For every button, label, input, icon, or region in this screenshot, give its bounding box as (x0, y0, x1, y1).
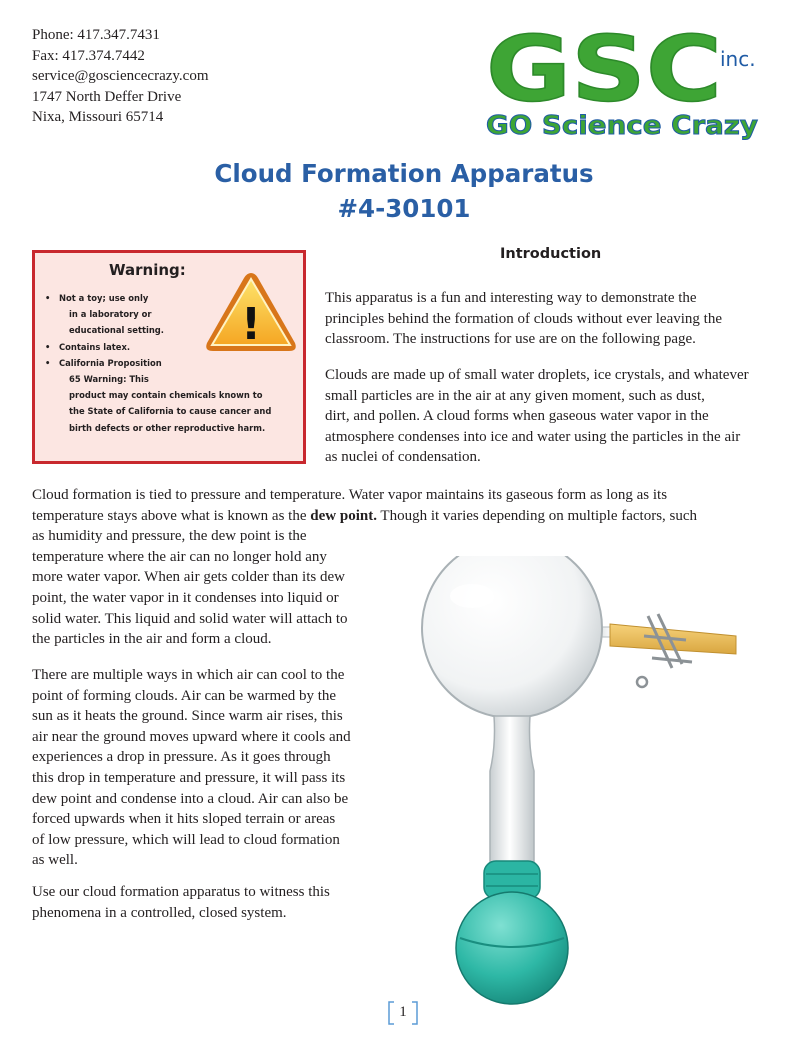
product-number: #4-30101 (337, 194, 471, 223)
dew-point-term: dew point. (310, 507, 377, 524)
body-paragraph-dew-point: Cloud formation is tied to pressure and temperature. Water vapor maintains its gaseous form as long as its temperature stays above what is known as the dew point. Though it varies depending on multiple factors, such as humidity and pressure, the dew point is the temperature where the air can no longer hold any more water vapor. When air gets colder than its dew point, the water vapor in it condenses into liquid or solid water. This liquid and solid water will attach to the particles in the air and form a cloud. (32, 487, 698, 648)
body-paragraph-cooling: There are multiple ways in which air can cool to the point of forming clouds. Air can be warmed by the sun as it heats the ground. Since warm air rises, this air near the ground moves upward where it cools and experiences a drop in pressure. As it goes through this drop in temperature and pressure, it will pass its dew point and condense into a cloud. Air can also be forced upwards when it hits sloped terrain or areas of low pressure, which will lead to cloud formation as well. (32, 667, 351, 869)
warning-triangle-icon (203, 269, 299, 357)
email-text: service@gosciencecrazy.com (32, 68, 209, 84)
logo-suffix: inc. (720, 47, 756, 71)
logo-letters: GSC (486, 17, 722, 122)
warning-item: • Not a toy; use only in a laboratory or educational setting. (45, 290, 275, 339)
warning-item: • Contains latex. (45, 339, 275, 355)
page-number: 1 (399, 1004, 407, 1020)
logo-tagline: GO Science Crazy (486, 111, 759, 141)
svg-text:!: ! (240, 299, 262, 350)
warning-item: • California Proposition 65 Warning: This product may contain chemicals known to the State of California to cause cancer and birth defects or other reproductive harm. (45, 355, 275, 436)
street-text: 1747 North Deffer Drive (32, 88, 182, 105)
body-paragraph-usage: Use our cloud formation apparatus to witness this phenomena in a controlled, closed system. (32, 884, 330, 921)
contact-info (32, 25, 209, 128)
intro-paragraph-2: Clouds are made up of small water droplets, ice crystals, and whatever small particles are in the air at any given moment, such as dust, dirt, and pollen. A cloud forms when gaseous water vapor in the atmosphere condenses into ice and water using the particles in the air as nuclei of condensation. (325, 367, 749, 466)
warning-box (32, 250, 306, 464)
fax-text: Fax: 417.374.7442 (32, 47, 145, 64)
intro-paragraph-1: This apparatus is a fun and interesting way to demonstrate the principles behind the formation of clouds without ever leaving the classroom. The instructions for use are on the following page. (325, 290, 722, 348)
phone-text: Phone: 417.347.7431 (32, 27, 160, 43)
cloud-apparatus-photo (410, 556, 760, 1012)
city-text: Nixa, Missouri 65714 (32, 109, 164, 125)
intro-heading: Introduction (500, 246, 602, 262)
warning-heading: Warning: (109, 261, 186, 279)
gsc-logo (484, 16, 780, 144)
page-title: Cloud Formation Apparatus (214, 159, 594, 188)
